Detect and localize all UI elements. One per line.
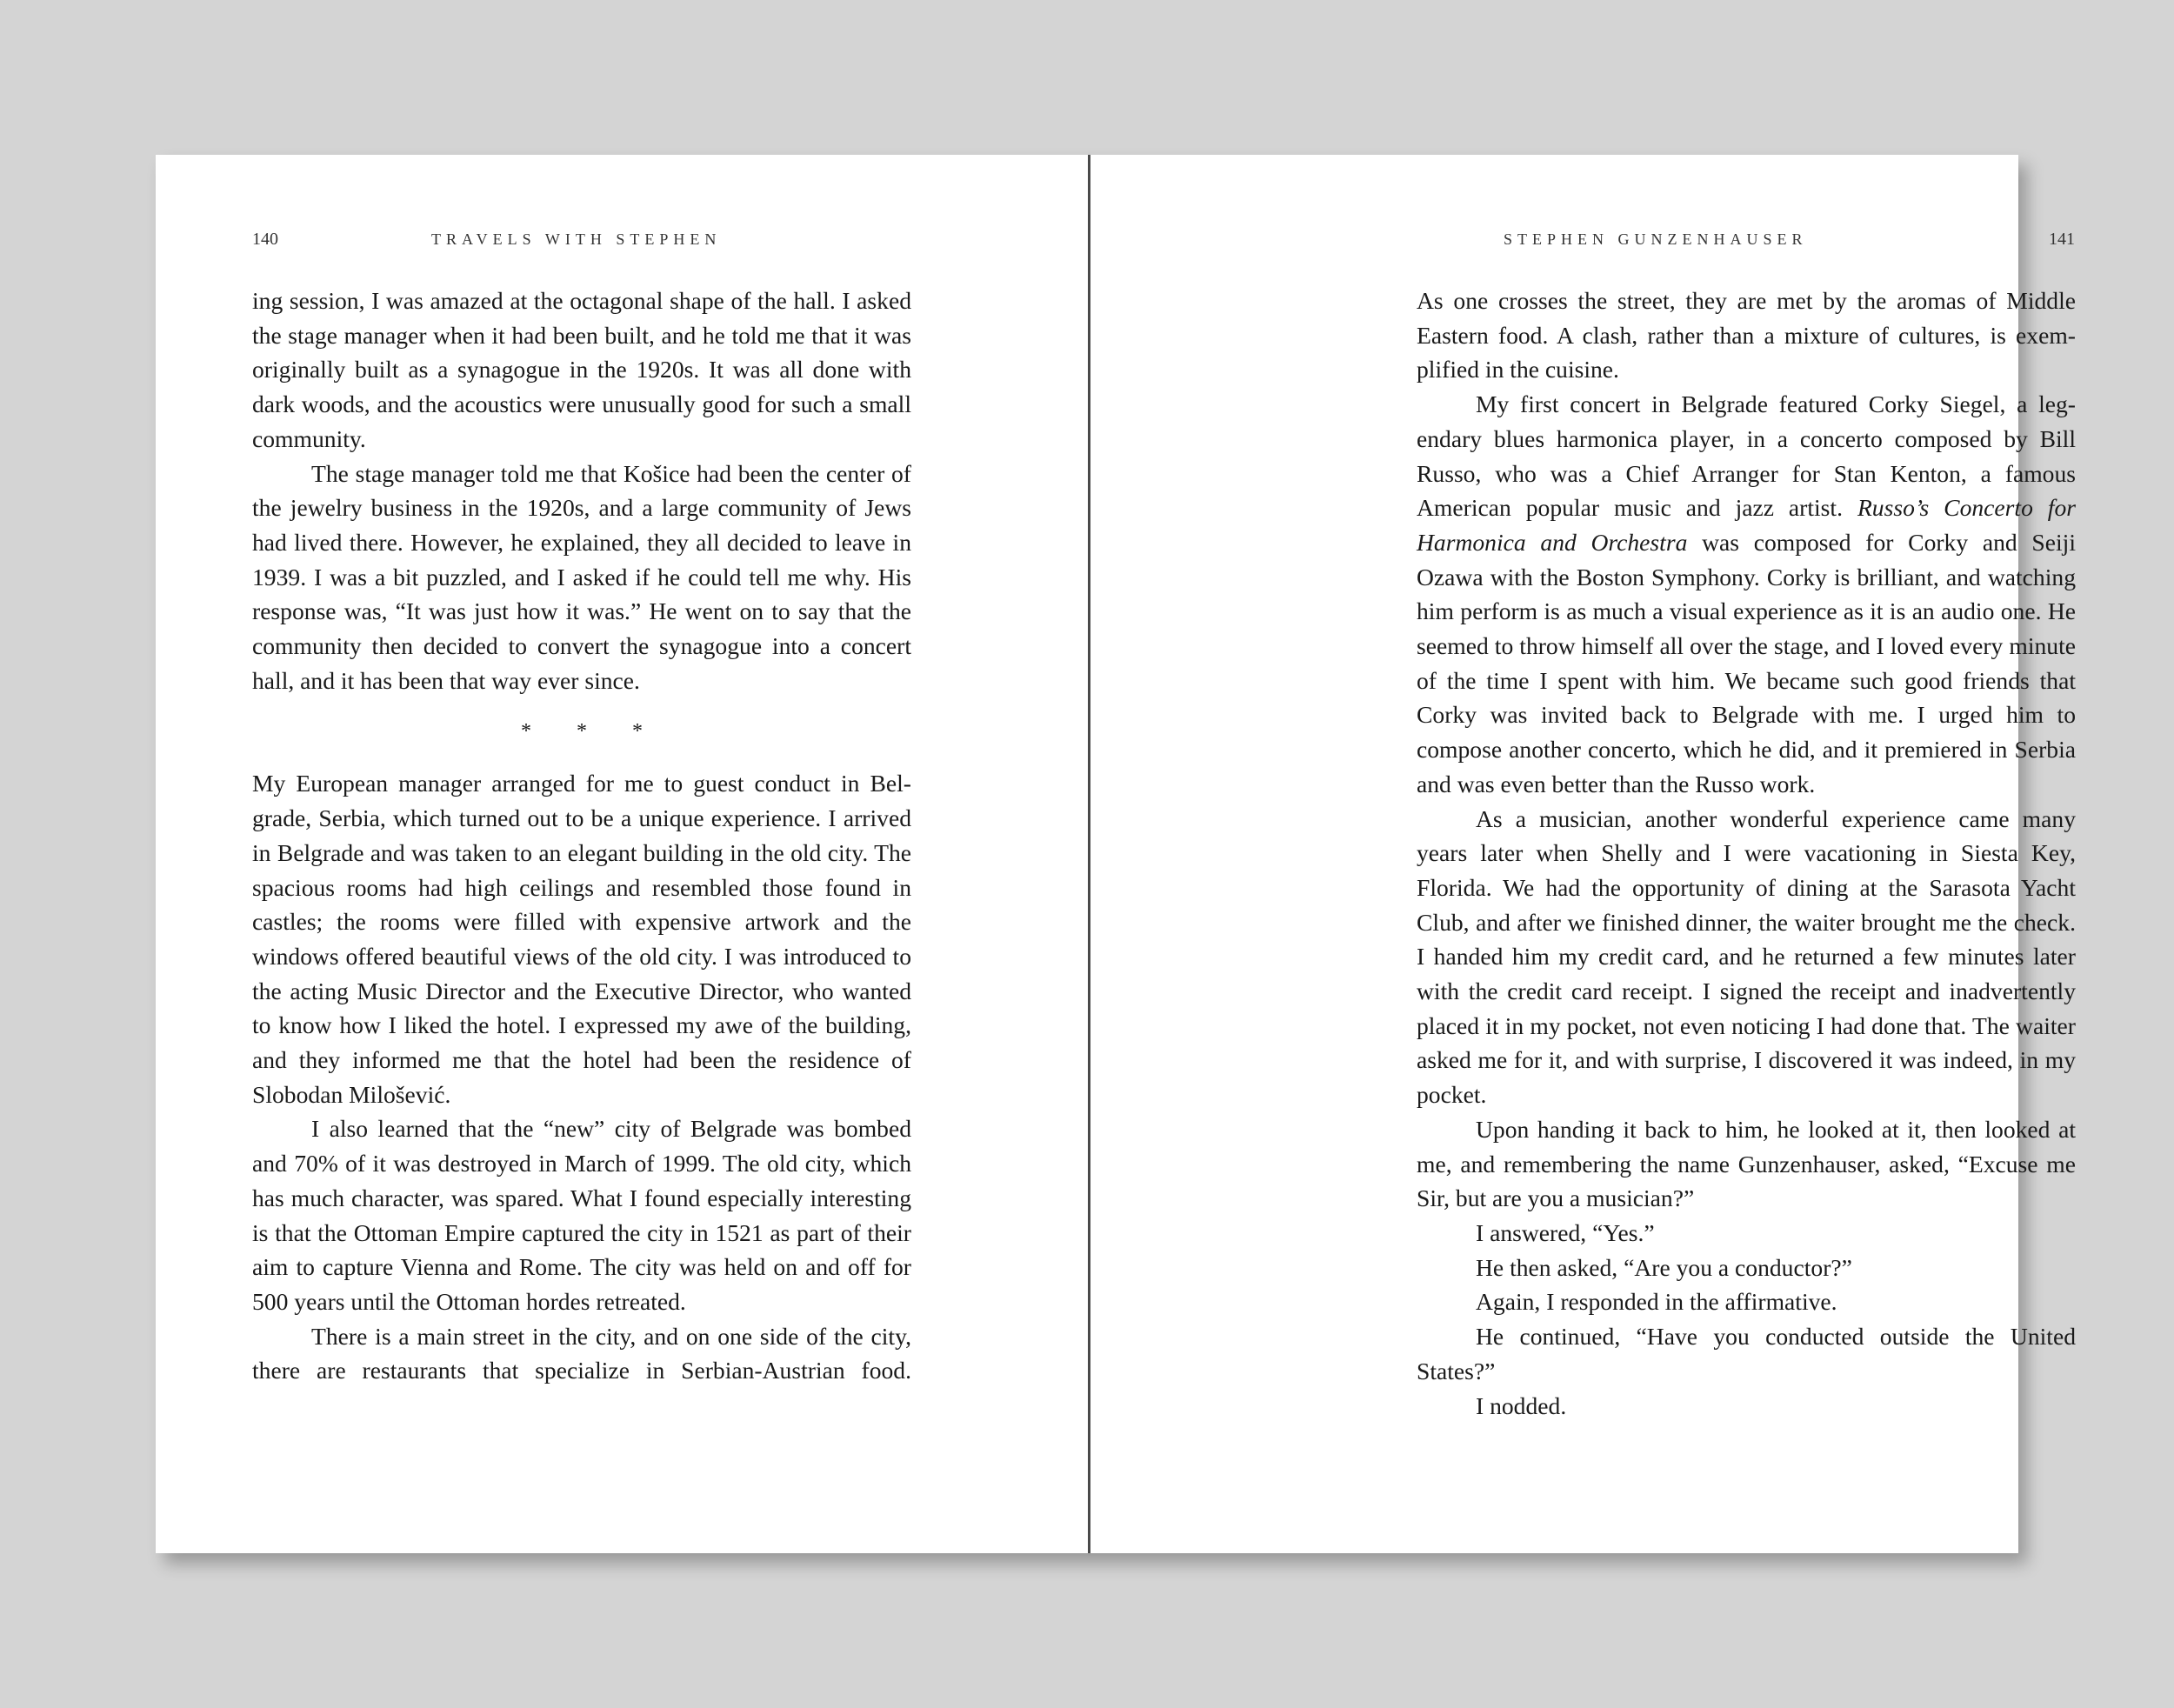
paragraph (1417, 387, 2076, 801)
right-page (1090, 155, 2077, 1553)
paragraph-text: was composed for Corky and Seiji Ozawa with the Boston Symphony. Corky is brilliant, and watching him perform is as much a visual experience as it is an audio one. He seemed to throw himself all over the stage, and I loved every minute of the time I spent with him. We became such good friends that Corky was invited back to Belgrade with me. I urged him to compose another concerto, which he did, and it premiered in Serbia and was even better than the Russo work. (1417, 528, 2076, 797)
paragraph: He then asked, “Are you a conductor?” (1476, 1253, 1852, 1281)
work-title: Russo’s Concerto for Harmonica and Orchestra (1417, 494, 2077, 556)
paragraph: I nodded. (1476, 1391, 1567, 1419)
paragraph: As one crosses the street, they are met by the aromas of Middle Eastern food. A clash, rather than a mixture of cultures, is exemplified in the cuisine. (1417, 287, 2076, 384)
left-page (156, 155, 1086, 1553)
asterisk: * (521, 720, 531, 744)
paragraph: My European manager arranged for me to guest conduct in Belgrade, Serbia, which turned out to be a unique experience. I arrived in Belgrade and was taken to an elegant building in the old city. The spacious rooms had high ceilings and resembled those found in castles; the rooms were filled with expensive artwork and the windows offered beautiful views of the old city. I was introduced to the acting Music Director and the Executive Director, who wanted to know how I liked the hotel. I expressed my awe of the building, and they informed me that the hotel had been the residence of Slobodan Milošević. (252, 770, 911, 1108)
paragraph: I also learned that the “new” city of Belgrade was bombed and 70% of it was destroyed in March of 1999. The old city, which has much character, was spared. What I found especially interesting is that the Ottoman Empire captured the city in 1521 as part of their aim to capture Vienna and Rome. The city was held on and off for 500 years until the Ottoman hordes retreated. (252, 1115, 911, 1315)
running-head: TRAVELS WITH STEPHEN (431, 230, 722, 248)
running-head: STEPHEN GUNZENHAUSER (1504, 230, 1808, 248)
page-number: 141 (2049, 230, 2075, 249)
paragraph-text: My first concert in Belgrade featured Corky Siegel, a legendary blues harmonica player, in a concerto composed by Bill Russo, who was a Chief Arranger for Stan Kenton, a famous American popular music and jazz artist. (1417, 390, 2076, 522)
paragraph: The stage manager told me that Košice had been the center of the jewelry business in the 1920s, and a large community of Jews had lived there. However, he explained, they all decided to leave in 1939. I was a bit puzzled, and I asked if he could tell me why. His response was, “It was just how it was.” He went on to say that the community then decided to convert the synagogue into a concert hall, and it has been that way ever since. (252, 459, 911, 694)
asterisk: * (632, 720, 643, 744)
asterisk: * (577, 720, 587, 744)
paragraph: Upon handing it back to him, he looked at it, then looked at me, and remembering the name Gunzenhauser, asked, “Excuse me Sir, but are you a musician?” (1417, 1115, 2076, 1212)
paragraph: Again, I responded in the affirmative. (1476, 1288, 1837, 1316)
paragraph: As a musician, another wonderful experience came many years later when Shelly and I were vacationing in Siesta Key, Florida. We had the opportunity of dining at the Sarasota Yacht Club, and after we finished dinner, the waiter brought me the check. I handed him my credit card, and he returned a few minutes later with the credit card receipt. I signed the receipt and inadvertently placed it in my pocket, not even noticing I had done that. The waiter asked me for it, and with surprise, I discovered it was indeed, in my pocket. (1417, 804, 2076, 1109)
book-spread (156, 155, 2077, 1553)
body-text (1417, 284, 2076, 1423)
paragraph: He continued, “Have you conducted outside the United States?” (1417, 1323, 2076, 1384)
page-number: 140 (252, 230, 278, 249)
section-break (252, 697, 911, 766)
body-text (252, 284, 911, 1388)
paragraph: ing session, I was amazed at the octagonal shape of the hall. I asked the stage manager when it had been built, and he told me that it was originally built as a synagogue in the 1920s. It was all done with dark woods, and the acoustics were unusually good for such a small community. (252, 287, 911, 452)
paragraph: I answered, “Yes.” (1476, 1218, 1655, 1246)
paragraph: There is a main street in the city, and on one side of the city, there are restaurants that specialize in Serbian-Austrian food. (252, 1322, 911, 1384)
